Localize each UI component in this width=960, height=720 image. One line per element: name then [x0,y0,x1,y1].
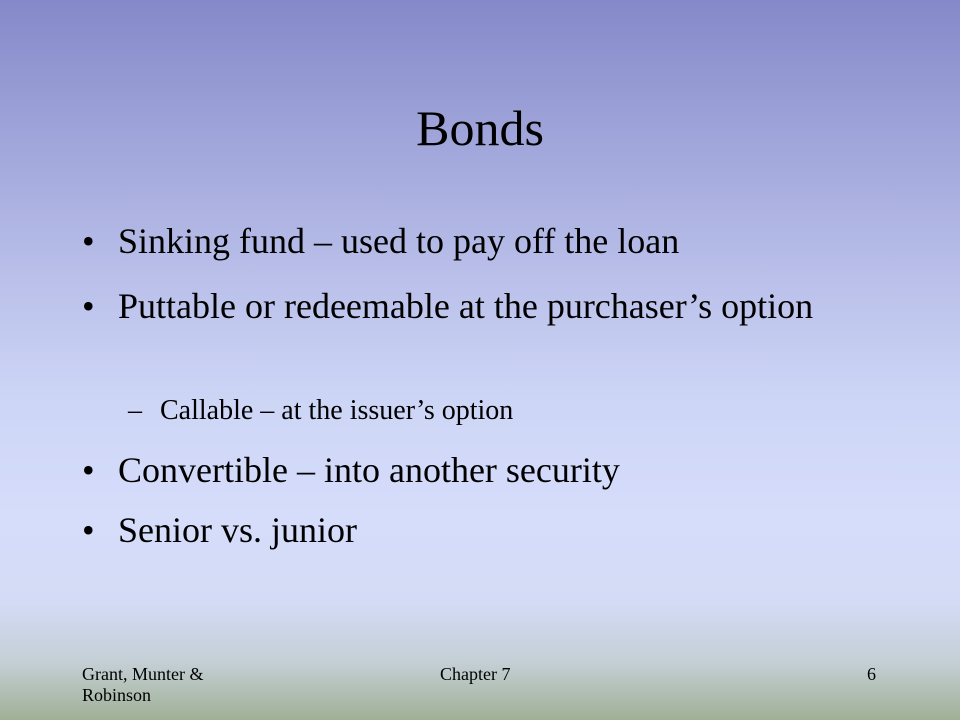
bullet-text: Puttable or redeemable at the purchaser’s option [118,286,814,326]
bullet-marker: • [82,510,95,550]
sub-bullet-marker: – [128,395,142,426]
bullet-item [82,220,842,262]
footer-authors: Grant, Munter & Robinson [82,664,204,705]
slide-title: Bonds [416,100,544,156]
sub-bullet-item [128,394,828,428]
bullet-marker: • [82,286,95,326]
bullet-marker: • [82,450,95,490]
bullet-marker: • [82,221,95,261]
footer-page-number: 6 [867,664,876,684]
bullet-item [82,449,842,491]
bullet-text: Sinking fund – used to pay off the loan [118,221,680,261]
sub-bullet-text: Callable – at the issuer’s option [160,395,514,426]
bullet-item [82,285,842,327]
footer-chapter: Chapter 7 [440,664,511,684]
bullet-item [82,509,842,551]
bullet-text: Convertible – into another security [118,450,620,490]
bullet-text: Senior vs. junior [118,510,357,550]
